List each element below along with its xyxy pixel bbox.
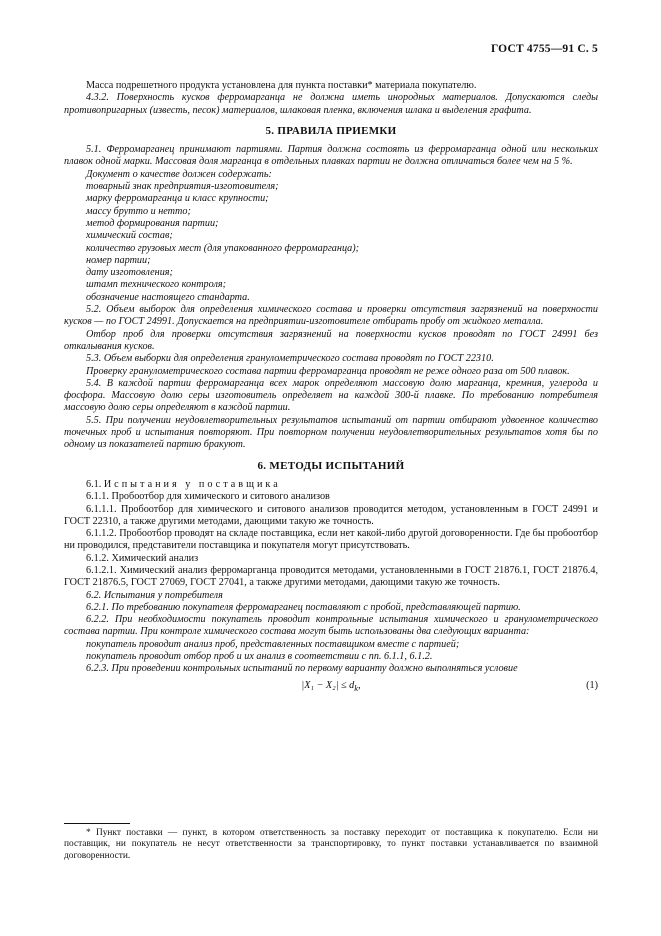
s61-title: Испытания у поставщика bbox=[103, 478, 281, 490]
paragraph-5-5: 5.5. При получении неудовлетворительных результатов испытаний от партии отбирают удвоенное количество точечных проб и испытания повторяют. При повторном получении неудовлетворительных результатов хотя бы по одному из показателей партию бракуют. bbox=[64, 414, 598, 451]
formula-expression: $|X_1 - X_2| \le d_k$, bbox=[301, 679, 361, 693]
doc-item: товарный знак предприятия-изготовителя; bbox=[86, 181, 279, 193]
s61-num: 6.1. bbox=[86, 478, 102, 490]
paragraph-6-1-1: 6.1.1. Пробоотбор для химического и ситового анализов bbox=[86, 491, 330, 503]
paragraph-5-1: 5.1. Ферромарганец принимают партиями. Партия должна состоять из ферромарганца одной или нескольких плавок одной марки. Массовая доля марганца в отдельных плавках партии не должна отличаться более чем на 5 %. bbox=[64, 144, 598, 168]
document-body bbox=[64, 80, 598, 694]
formula-1 bbox=[64, 680, 598, 694]
doc-item: штамп технического контроля; bbox=[86, 279, 227, 291]
doc-item: номер партии; bbox=[86, 254, 151, 266]
paragraph-6-1-1-1: 6.1.1.1. Пробоотбор для химического и ситового анализов проводится методом, установленным в ГОСТ 24991 и ГОСТ 22310, а также другими методами, дающими такую же точность. bbox=[64, 503, 598, 527]
paragraph-5-4: 5.4. В каждой партии ферромарганца всех марок определяют массовую долю марганца, кремния, углерода и фосфора. Массовую долю серы изготовитель определяет на каждой 300-й плавке. По требованию потребителя массовую долю серы определяют в каждой партии. bbox=[64, 377, 598, 414]
paragraph-6-1-2-1: 6.1.2.1. Химический анализ ферромарганца проводится методами, установленными в ГОСТ 21876.1, ГОСТ 21876.4, ГОСТ 21876.5, ГОСТ 27069, ГОСТ 27041, а также другими методами, дающими такую же точность. bbox=[64, 564, 598, 589]
paragraph-5-3b: Проверку гранулометрического состава партии ферромарганца проводят не реже одного раза от 500 плавок. bbox=[86, 365, 570, 377]
doc-item: массу брутто и нетто; bbox=[86, 205, 191, 217]
formula-number: (1) bbox=[586, 679, 598, 691]
section-5-heading: 5. ПРАВИЛА ПРИЕМКИ bbox=[265, 124, 397, 137]
paragraph-6-2-3: 6.2.3. При проведении контрольных испытаний по первому варианту должно выполняться условие bbox=[86, 663, 518, 675]
doc-item: метод формирования партии; bbox=[86, 217, 219, 229]
footnote bbox=[64, 828, 598, 862]
paragraph-6-1-2: 6.1.2. Химический анализ bbox=[86, 552, 199, 564]
doc-item: количество грузовых мест (для упакованного ферромарганца); bbox=[86, 242, 360, 254]
paragraph-6-2-1: 6.2.1. По требованию покупателя ферромарганец поставляют с пробой, представляющей партию. bbox=[86, 601, 521, 613]
paragraph-5-2b: Отбор проб для проверки отсутствия загрязнений на поверхности кусков проводят по ГОСТ 24991 без откалывания кусков. bbox=[64, 328, 598, 352]
doc-item: марку ферромарганца и класс крупности; bbox=[86, 193, 269, 205]
paragraph-6-1-1-2: 6.1.1.2. Пробоотбор проводят на складе поставщика, если нет какой-либо другой договоренности. Где бы пробоотбор ни проводился, представители поставщика и покупателя могут присутствовать. bbox=[64, 528, 598, 552]
paragraph-4-3-2: 4.3.2. Поверхность кусков ферромарганца не должна иметь инородных материалов. Допускаются следы противопригарных (известь, песок) материалов, шлаковая пленка, включения шлака и выделения графита. bbox=[64, 92, 598, 116]
paragraph-6-2-2: 6.2.2. При необходимости покупатель проводит контрольные испытания химического и гранулометрического состава партии. При контроле химического состава могут быть использованы два следующих варианта: bbox=[64, 614, 598, 638]
doc-item: обозначение настоящего стандарта. bbox=[86, 291, 250, 303]
paragraph-5-3: 5.3. Объем выборки для определения гранулометрического состава проводят по ГОСТ 22310. bbox=[86, 353, 494, 365]
footnote-text: * Пункт поставки — пункт, в котором ответственность за поставку переходит от поставщика к покупателю. Если ни поставщик, ни покупатель не несут ответственности за транспортировку, то пункт поставки устанавливается по взаимной договоренности. bbox=[64, 828, 598, 861]
paragraph-6-2-2b: покупатель проводит отбор проб и их анализ в соответствии с пп. 6.1.1, 6.1.2. bbox=[86, 651, 433, 663]
running-header: ГОСТ 4755—91 С. 5 bbox=[490, 43, 598, 55]
doc-intro: Документ о качестве должен содержать: bbox=[86, 168, 272, 180]
doc-item: дату изготовления; bbox=[86, 267, 173, 279]
footnote-rule bbox=[64, 823, 130, 824]
paragraph-6-2-2a: покупатель проводит анализ проб, представленных поставщиком вместе с партией; bbox=[86, 638, 460, 650]
paragraph-6-2: 6.2. Испытания у потребителя bbox=[86, 589, 223, 601]
paragraph-6-1 bbox=[64, 479, 598, 491]
paragraph-5-2: 5.2. Объем выборок для определения химического состава и проверки отсутствия загрязнений на поверхности кусков — по ГОСТ 24991. Допускается на предприятии-изготовителе отбирать пробу от жидкого металла. bbox=[64, 304, 598, 328]
doc-item: химический состав; bbox=[86, 230, 173, 242]
paragraph-mass: Масса подрешетного продукта установлена для пункта поставки* материала покупателю. bbox=[86, 80, 477, 91]
section-6-heading: 6. МЕТОДЫ ИСПЫТАНИЙ bbox=[257, 459, 405, 472]
